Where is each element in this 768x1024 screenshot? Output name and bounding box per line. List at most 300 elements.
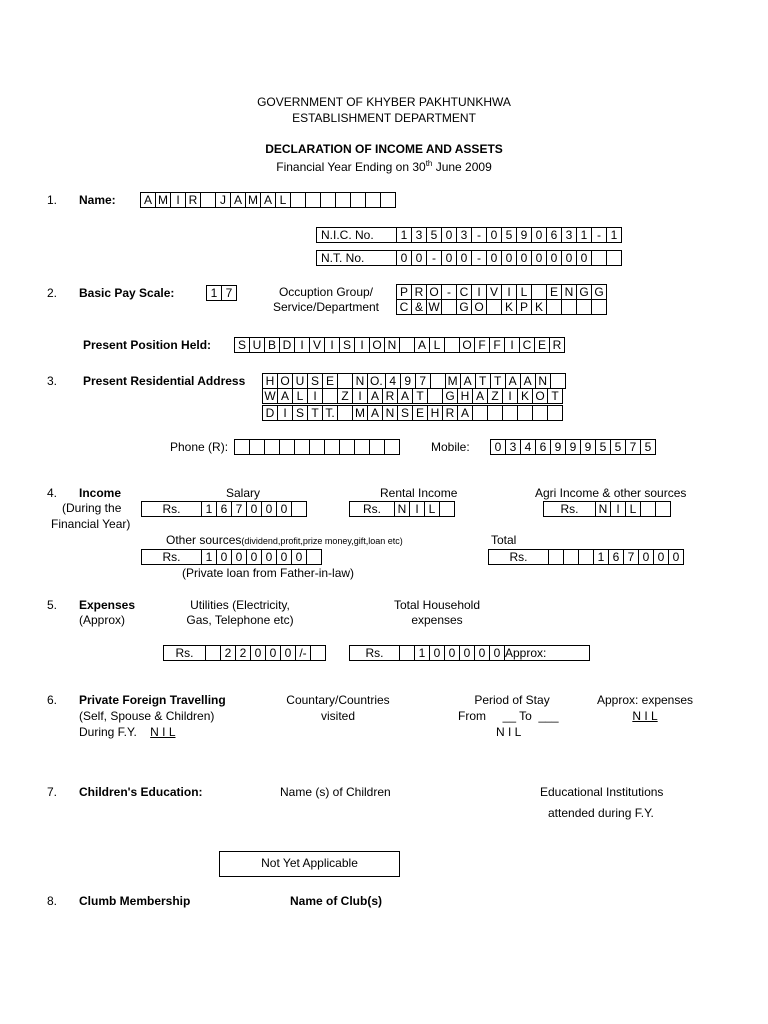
- char-box: [307, 550, 322, 565]
- char-box: 6: [536, 440, 551, 455]
- char-box: 0: [457, 251, 472, 266]
- char-box: D: [263, 406, 278, 421]
- nt-label: N.T. No.: [317, 251, 397, 266]
- foreign-travel-label: Private Foreign Travelling: [79, 693, 226, 707]
- char-box: K: [502, 300, 517, 315]
- char-box: 7: [232, 502, 247, 517]
- char-box: P: [517, 300, 532, 315]
- char-box: 1: [207, 286, 222, 301]
- section-1-number: 1.: [47, 193, 58, 207]
- char-box: A: [278, 389, 293, 404]
- char-box: [338, 374, 353, 389]
- char-box: S: [308, 374, 323, 389]
- name-boxes: [140, 192, 396, 208]
- char-box: 0: [445, 646, 460, 661]
- char-box: W: [263, 389, 278, 404]
- children-education-label: Children's Education:: [79, 785, 203, 799]
- char-box: C: [520, 338, 535, 353]
- char-box: [487, 300, 502, 315]
- char-box: R: [186, 193, 201, 208]
- char-box: L: [425, 502, 440, 517]
- char-box: -: [427, 251, 442, 266]
- char-box: E: [535, 338, 550, 353]
- nt-row: [316, 250, 622, 266]
- char-box: 0: [266, 646, 281, 661]
- char-box: N: [596, 502, 611, 517]
- char-box: J: [216, 193, 231, 208]
- char-box: 5: [611, 440, 626, 455]
- char-box: L: [276, 193, 291, 208]
- char-box: W: [427, 300, 442, 315]
- char-box: F: [475, 338, 490, 353]
- total-boxes: [488, 549, 684, 565]
- countries-label-1: Countary/Countries: [286, 693, 390, 707]
- char-box: 0: [442, 251, 457, 266]
- char-box: Rs.: [544, 502, 596, 517]
- char-box: [265, 440, 280, 455]
- char-box: V: [310, 338, 325, 353]
- char-box: [518, 406, 533, 421]
- utilities-label-1: Utilities (Electricity,: [190, 598, 290, 612]
- char-box: [503, 406, 518, 421]
- char-box: 0: [247, 550, 262, 565]
- occupation-label-2: Service/Department: [272, 300, 380, 314]
- rental-income-label: Rental Income: [380, 486, 458, 500]
- educational-institutions-label-2: attended during F.Y.: [548, 806, 654, 820]
- char-box: L: [430, 338, 445, 353]
- char-box: A: [415, 338, 430, 353]
- char-box: 7: [626, 440, 641, 455]
- char-box: 0: [277, 550, 292, 565]
- char-box: [385, 440, 400, 455]
- char-box: 1: [577, 228, 592, 243]
- char-box: I: [503, 389, 518, 404]
- char-box: L: [517, 285, 532, 300]
- bps-boxes: [206, 285, 237, 301]
- char-box: 0: [577, 251, 592, 266]
- other-sources-note: (Private loan from Father-in-law): [182, 566, 355, 580]
- char-box: B: [265, 338, 280, 353]
- char-box: 3: [506, 440, 521, 455]
- char-box: I: [410, 502, 425, 517]
- other-sources-boxes: [141, 549, 322, 565]
- char-box: [445, 338, 460, 353]
- char-box: I: [295, 338, 310, 353]
- char-box: 6: [217, 502, 232, 517]
- char-box: K: [518, 389, 533, 404]
- char-box: [201, 193, 216, 208]
- char-box: [235, 440, 250, 455]
- other-sources-label: Other sources(dividend,profit,prize money,gift,loan etc): [166, 533, 403, 547]
- char-box: A: [141, 193, 156, 208]
- header-line-1: GOVERNMENT OF KHYBER PAKHTUNKHWA: [257, 95, 511, 109]
- char-box: [473, 406, 488, 421]
- income-label: Income: [79, 486, 122, 500]
- char-box: A: [398, 389, 413, 404]
- char-box: S: [235, 338, 250, 353]
- char-box: O: [370, 338, 385, 353]
- char-box: [607, 251, 622, 266]
- char-box: 0: [430, 646, 445, 661]
- char-box: O: [460, 338, 475, 353]
- char-box: [336, 193, 351, 208]
- char-box: K: [532, 300, 547, 315]
- nic-label: N.I.C. No.: [317, 228, 397, 243]
- section-6-number: 6.: [47, 693, 58, 707]
- char-box: E: [547, 285, 562, 300]
- document-title: DECLARATION OF INCOME AND ASSETS: [265, 142, 503, 156]
- char-box: 0: [547, 251, 562, 266]
- char-box: I: [505, 338, 520, 353]
- char-box: 0: [292, 550, 307, 565]
- occupation-row-2: [396, 300, 607, 315]
- char-box: [355, 440, 370, 455]
- char-box: C: [397, 300, 412, 315]
- char-box: 3: [457, 228, 472, 243]
- mobile-label: Mobile:: [431, 440, 470, 454]
- char-box: H: [428, 406, 443, 421]
- salary-label: Salary: [226, 486, 261, 500]
- char-box: 9: [581, 440, 596, 455]
- char-box: 1: [202, 502, 217, 517]
- expenses-label: Expenses: [79, 598, 136, 612]
- char-box: 5: [641, 440, 656, 455]
- char-box: E: [323, 374, 338, 389]
- char-box: A: [506, 374, 521, 389]
- section-3-number: 3.: [47, 374, 58, 388]
- foreign-travel-sub-2: During F.Y. N I L: [79, 725, 176, 739]
- char-box: [340, 440, 355, 455]
- countries-label-2: visited: [320, 709, 355, 723]
- bps-label: Basic Pay Scale:: [79, 286, 175, 300]
- char-box: S: [398, 406, 413, 421]
- char-box: [291, 193, 306, 208]
- char-box: [564, 550, 579, 565]
- char-box: H: [263, 374, 278, 389]
- char-box: N: [562, 285, 577, 300]
- char-box: 0: [251, 646, 266, 661]
- educational-institutions-label-1: Educational Institutions: [540, 785, 664, 799]
- char-box: [562, 300, 577, 315]
- char-box: G: [592, 285, 607, 300]
- char-box: L: [293, 389, 308, 404]
- char-box: [592, 251, 607, 266]
- char-box: S: [340, 338, 355, 353]
- financial-year-line: Financial Year Ending on 30th June 2009: [276, 159, 492, 174]
- char-box: 0: [397, 251, 412, 266]
- char-box: [656, 502, 671, 517]
- section-7-number: 7.: [47, 785, 58, 799]
- char-box: [577, 300, 592, 315]
- char-box: 0: [475, 646, 490, 661]
- income-sub-1: (During the: [62, 501, 122, 515]
- char-box: 9: [401, 374, 416, 389]
- char-box: [532, 285, 547, 300]
- char-box: O: [533, 389, 548, 404]
- char-box: 5: [502, 228, 517, 243]
- char-box: R: [550, 338, 565, 353]
- char-box: 4: [386, 374, 401, 389]
- foreign-travel-sub-1: (Self, Spouse & Children): [79, 709, 215, 723]
- section-8-number: 8.: [47, 894, 58, 908]
- char-box: I: [308, 389, 323, 404]
- char-box: 0: [217, 550, 232, 565]
- household-label-2: expenses: [411, 613, 463, 627]
- section-4-number: 4.: [47, 486, 58, 500]
- char-box: [381, 193, 396, 208]
- char-box: Rs.: [350, 502, 395, 517]
- char-box: 5: [427, 228, 442, 243]
- char-box: L: [626, 502, 641, 517]
- char-box: Approx:: [505, 646, 590, 661]
- char-box: N: [385, 338, 400, 353]
- income-sub-2: Financial Year): [51, 517, 131, 531]
- char-box: I: [502, 285, 517, 300]
- char-box: [547, 300, 562, 315]
- char-box: 1: [594, 550, 609, 565]
- char-box: 0: [491, 440, 506, 455]
- char-box: Rs.: [142, 550, 202, 565]
- char-box: [641, 502, 656, 517]
- char-box: [295, 440, 310, 455]
- char-box: [592, 300, 607, 315]
- char-box: 3: [562, 228, 577, 243]
- char-box: A: [231, 193, 246, 208]
- char-box: I: [325, 338, 340, 353]
- char-box: 1: [415, 646, 430, 661]
- char-box: G: [443, 389, 458, 404]
- char-box: [250, 440, 265, 455]
- char-box: O: [278, 374, 293, 389]
- char-box: T: [308, 406, 323, 421]
- name-label: Name:: [79, 193, 116, 207]
- char-box: [306, 193, 321, 208]
- char-box: U: [293, 374, 308, 389]
- char-box: 0: [669, 550, 684, 565]
- char-box: R: [412, 285, 427, 300]
- utilities-boxes: [163, 645, 326, 661]
- children-names-label: Name (s) of Children: [280, 785, 391, 799]
- char-box: 0: [562, 251, 577, 266]
- char-box: [338, 406, 353, 421]
- char-box: I: [611, 502, 626, 517]
- char-box: 0: [502, 251, 517, 266]
- char-box: 3: [412, 228, 427, 243]
- char-box: N: [395, 502, 410, 517]
- rental-income-boxes: [349, 501, 455, 517]
- char-box: [323, 389, 338, 404]
- char-box: 0: [532, 251, 547, 266]
- char-box: R: [443, 406, 458, 421]
- char-box: T: [491, 374, 506, 389]
- char-box: [400, 646, 415, 661]
- char-box: 0: [487, 228, 502, 243]
- char-box: T.: [323, 406, 338, 421]
- char-box: 7: [624, 550, 639, 565]
- occupation-row-1: [396, 284, 607, 300]
- section-5-number: 5.: [47, 598, 58, 612]
- nic-row: [316, 227, 622, 243]
- char-box: /-: [296, 646, 311, 661]
- char-box: 4: [521, 440, 536, 455]
- char-box: 0: [277, 502, 292, 517]
- char-box: [325, 440, 340, 455]
- char-box: -: [472, 228, 487, 243]
- expenses-approx-label: Approx: expenses: [596, 693, 694, 707]
- char-box: 2: [221, 646, 236, 661]
- char-box: O: [472, 300, 487, 315]
- char-box: I: [355, 338, 370, 353]
- utilities-label-2: Gas, Telephone etc): [186, 613, 294, 627]
- char-box: Rs.: [142, 502, 202, 517]
- char-box: M: [353, 406, 368, 421]
- char-box: I: [278, 406, 293, 421]
- char-box: 0: [281, 646, 296, 661]
- char-box: 1: [202, 550, 217, 565]
- char-box: 9: [517, 228, 532, 243]
- char-box: [292, 502, 307, 517]
- char-box: Rs.: [489, 550, 549, 565]
- char-box: [533, 406, 548, 421]
- char-box: C: [457, 285, 472, 300]
- char-box: D: [280, 338, 295, 353]
- agri-income-label: Agri Income & other sources: [535, 486, 687, 500]
- char-box: T: [548, 389, 563, 404]
- address-row-2: [262, 389, 563, 404]
- char-box: Rs.: [164, 646, 206, 661]
- club-membership-label: Clumb Membership: [79, 894, 191, 908]
- char-box: H: [458, 389, 473, 404]
- total-label: Total: [491, 533, 517, 547]
- char-box: [280, 440, 295, 455]
- position-boxes: [234, 337, 565, 353]
- address-row-3: [262, 405, 563, 421]
- char-box: [321, 193, 336, 208]
- char-box: G: [457, 300, 472, 315]
- char-box: A: [473, 389, 488, 404]
- char-box: A: [261, 193, 276, 208]
- char-box: M: [156, 193, 171, 208]
- agri-income-boxes: [543, 501, 671, 517]
- char-box: [442, 300, 457, 315]
- char-box: U: [250, 338, 265, 353]
- occupation-label-1: Occuption Group/: [278, 285, 374, 299]
- address-row-1: [262, 373, 566, 389]
- char-box: O: [427, 285, 442, 300]
- char-box: 0: [639, 550, 654, 565]
- char-box: 9: [566, 440, 581, 455]
- char-box: 0: [517, 251, 532, 266]
- char-box: P: [397, 285, 412, 300]
- char-box: A: [458, 406, 473, 421]
- char-box: [351, 193, 366, 208]
- char-box: Z: [338, 389, 353, 404]
- char-box: 0: [654, 550, 669, 565]
- char-box: 1: [607, 228, 622, 243]
- char-box: -: [442, 285, 457, 300]
- char-box: A: [521, 374, 536, 389]
- char-box: V: [487, 285, 502, 300]
- char-box: G: [577, 285, 592, 300]
- char-box: 0: [262, 502, 277, 517]
- char-box: [366, 193, 381, 208]
- char-box: 1: [397, 228, 412, 243]
- expenses-approx-value: N I L: [632, 709, 658, 723]
- char-box: I: [353, 389, 368, 404]
- char-box: [579, 550, 594, 565]
- char-box: 0: [232, 550, 247, 565]
- char-box: [551, 374, 566, 389]
- char-box: 0: [412, 251, 427, 266]
- char-box: [206, 646, 221, 661]
- char-box: 9: [551, 440, 566, 455]
- char-box: [400, 338, 415, 353]
- char-box: 0: [490, 646, 505, 661]
- char-box: 7: [416, 374, 431, 389]
- address-label: Present Residential Address: [83, 374, 246, 388]
- clubs-name-label: Name of Club(s): [290, 894, 383, 908]
- period-label-1: Period of Stay: [474, 693, 550, 707]
- char-box: [311, 646, 326, 661]
- char-box: F: [490, 338, 505, 353]
- char-box: 0: [487, 251, 502, 266]
- char-box: 0: [460, 646, 475, 661]
- char-box: R: [383, 389, 398, 404]
- char-box: 0: [262, 550, 277, 565]
- expenses-sub: (Approx): [79, 613, 126, 627]
- mobile-boxes: [490, 439, 656, 455]
- char-box: -: [472, 251, 487, 266]
- char-box: O.: [368, 374, 386, 389]
- char-box: A: [368, 406, 383, 421]
- position-label: Present Position Held:: [83, 338, 212, 352]
- char-box: [370, 440, 385, 455]
- household-boxes: [349, 645, 590, 661]
- char-box: Rs.: [350, 646, 400, 661]
- period-label-2: From __ To ___: [458, 709, 559, 723]
- header-line-2: ESTABLISHMENT DEPARTMENT: [292, 111, 476, 125]
- char-box: T: [413, 389, 428, 404]
- char-box: 0: [442, 228, 457, 243]
- household-label-1: Total Household: [393, 598, 481, 612]
- char-box: [440, 502, 455, 517]
- char-box: 5: [596, 440, 611, 455]
- char-box: S: [293, 406, 308, 421]
- char-box: [549, 550, 564, 565]
- char-box: &: [412, 300, 427, 315]
- char-box: M: [246, 193, 261, 208]
- not-yet-applicable-box: Not Yet Applicable: [219, 851, 400, 877]
- salary-boxes: [141, 501, 307, 517]
- section-2-number: 2.: [47, 286, 58, 300]
- char-box: E: [413, 406, 428, 421]
- char-box: 6: [547, 228, 562, 243]
- char-box: A: [461, 374, 476, 389]
- char-box: A: [368, 389, 383, 404]
- period-label-3: N I L: [496, 725, 522, 739]
- char-box: -: [592, 228, 607, 243]
- char-box: 0: [532, 228, 547, 243]
- char-box: I: [171, 193, 186, 208]
- char-box: T: [476, 374, 491, 389]
- char-box: Z: [488, 389, 503, 404]
- char-box: 0: [247, 502, 262, 517]
- char-box: N: [383, 406, 398, 421]
- char-box: N: [536, 374, 551, 389]
- char-box: N: [353, 374, 368, 389]
- char-box: [548, 406, 563, 421]
- char-box: [428, 389, 443, 404]
